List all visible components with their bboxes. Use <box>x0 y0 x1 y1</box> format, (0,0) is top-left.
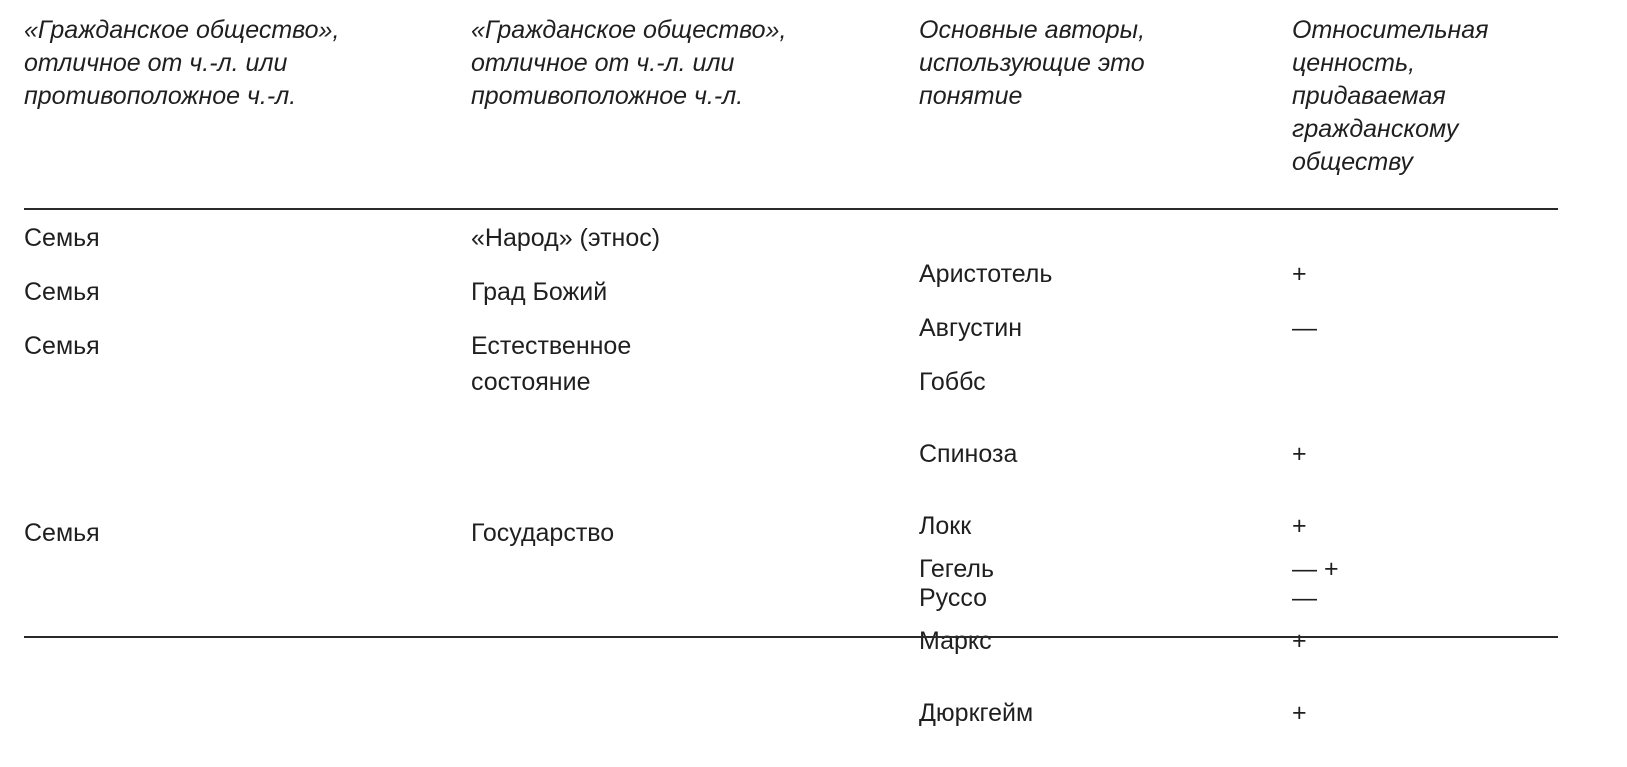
row-authors <box>919 515 1259 767</box>
value-mark: + <box>1292 512 1307 540</box>
row-col1: Семья <box>24 332 100 360</box>
value-mark: + <box>1292 440 1307 468</box>
author-name: Дюркгейм <box>919 699 1034 727</box>
value-mark <box>1292 364 1562 400</box>
row-values <box>1292 515 1562 767</box>
header-relative-value: Относительная ценность, придаваемая гражданскому обществу <box>1292 16 1489 176</box>
row-col2: «Народ» (этнос) <box>471 224 661 252</box>
author-name: Аристотель <box>919 260 1053 288</box>
header-civil-society-distinct: «Гражданское общество», отличное от ч.-л. или противоположное ч.-л. <box>24 16 340 110</box>
value-mark: + <box>1292 260 1307 288</box>
table-header <box>24 14 1564 204</box>
row-col1: Семья <box>24 519 100 547</box>
value-mark: + <box>1292 699 1307 727</box>
author-name: Маркс <box>919 627 992 655</box>
author-name: Гегель <box>919 555 995 583</box>
value-mark: — <box>1292 314 1317 342</box>
header-main-authors: Основные авторы, использующие это понятие <box>919 16 1146 110</box>
row-col1: Семья <box>24 278 100 306</box>
author-name: Августин <box>919 314 1023 342</box>
header-civil-society-opposite: «Гражданское общество», отличное от ч.-л. или противоположное ч.-л. <box>471 16 787 110</box>
author-name: Гоббс <box>919 368 986 396</box>
row-col2: Естественное состояние <box>471 332 632 396</box>
row-col2: Град Божий <box>471 278 608 306</box>
value-mark: + <box>1292 627 1307 655</box>
table-top-rule <box>24 208 1558 210</box>
value-mark: — <box>1292 584 1317 612</box>
table-bottom-rule <box>24 636 1558 638</box>
table-body <box>24 220 1564 727</box>
value-mark: — + <box>1292 555 1339 583</box>
author-name: Спиноза <box>919 440 1018 468</box>
row-col1: Семья <box>24 224 100 252</box>
author-name: Локк <box>919 512 972 540</box>
author-name: Руссо <box>919 584 988 612</box>
row-col2: Государство <box>471 519 615 547</box>
